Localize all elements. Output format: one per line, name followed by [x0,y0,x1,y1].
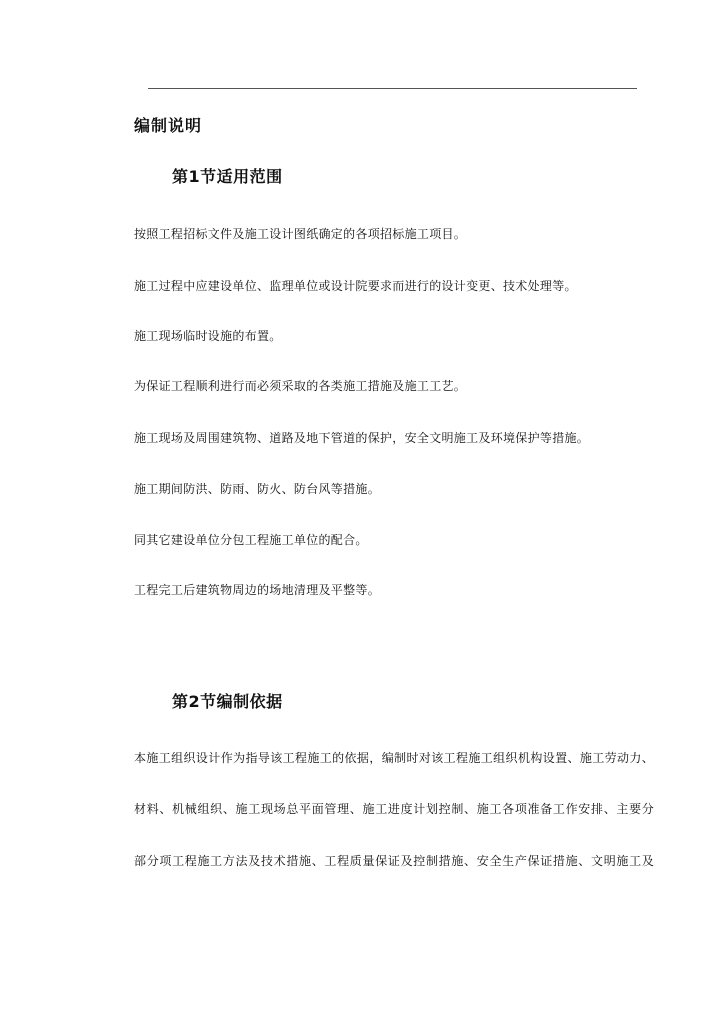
header-rule [148,88,637,89]
section-1-paragraph: 工程完工后建筑物周边的场地清理及平整等。 [134,583,381,597]
section-2-line: 部分项工程施工方法及技术措施、工程质量保证及控制措施、安全生产保证措施、文明施工及 [134,854,654,868]
section-2-line: 材料、机械组织、施工现场总平面管理、施工进度计划控制、施工各项准备工作安排、主要分 [134,802,654,816]
document-title: 编制说明 [134,116,203,135]
section-1-heading: 第1节适用范围 [172,167,283,186]
section-1-paragraph: 施工现场临时设施的布置。 [134,329,282,343]
section-1-paragraph: 施工期间防洪、防雨、防火、防台风等措施。 [134,482,381,496]
section-1-paragraph: 为保证工程顺利进行而必须采取的各类施工措施及施工工艺。 [134,379,467,393]
section-2-heading: 第2节编制依据 [172,692,283,711]
section-1-paragraph: 施工过程中应建设单位、监理单位或设计院要求而进行的设计变更、技术处理等。 [134,279,577,293]
section-1-paragraph: 按照工程招标文件及施工设计图纸确定的各项招标施工项目。 [134,227,467,241]
section-1-paragraph: 同其它建设单位分包工程施工单位的配合。 [134,533,368,547]
section-1-paragraph: 施工现场及周围建筑物、道路及地下管道的保护，安全文明施工及环境保护等措施。 [134,431,590,445]
section-2-line: 本施工组织设计作为指导该工程施工的依据，编制时对该工程施工组织机构设置、施工劳动力、 [134,751,654,765]
